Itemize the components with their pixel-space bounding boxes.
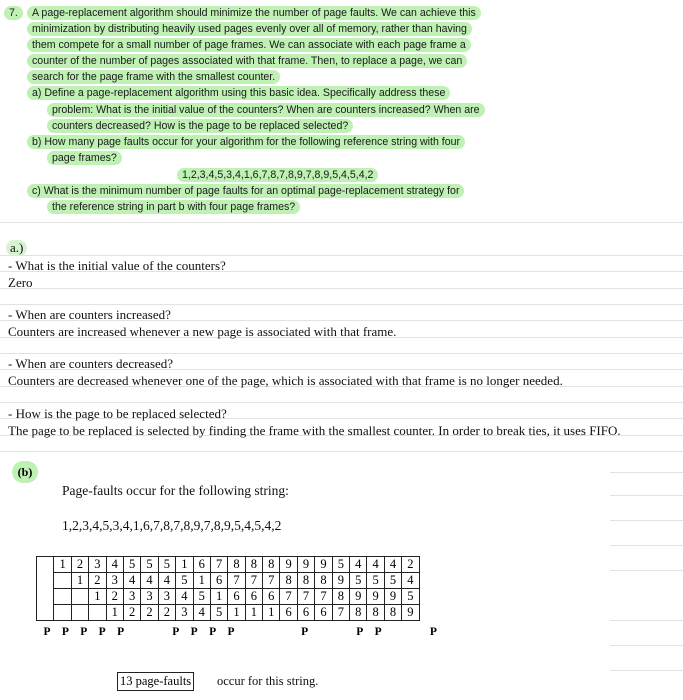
frame-cell: 8 [280, 573, 297, 589]
answer-a-label: a.) [6, 240, 27, 256]
frame-cell: 7 [263, 573, 280, 589]
page-fault-result-text: occur for this string. [217, 674, 319, 688]
frame-cell: 7 [210, 557, 227, 573]
reference-string: 1,2,3,4,5,3,4,1,6,7,8,7,8,9,7,8,9,5,4,5,4,2 [177, 168, 378, 182]
fault-mark: P [172, 626, 180, 638]
frame-cell: 1 [176, 557, 193, 573]
question-intro-line: them compete for a small number of page frames. We can associate with each page frame a [27, 38, 471, 52]
answer-a-answer: The page to be replaced is selected by finding the frame with the smallest counter. In order to break ties, it uses FIFO. [8, 423, 621, 438]
fault-mark: P [80, 626, 88, 638]
frame-cell: 3 [123, 589, 140, 605]
frame-cell [54, 605, 71, 621]
frame-cell: 1 [245, 605, 262, 621]
fault-mark: P [98, 626, 106, 638]
frame-cell: 3 [176, 605, 193, 621]
part-a-line: counters decreased? How is the page to be replaced selected? [47, 119, 353, 133]
frame-cell: 2 [141, 605, 158, 621]
answer-a-question: - How is the page to be replaced selected? [8, 406, 227, 421]
frame-cell: 8 [384, 605, 401, 621]
frame-cell: 1 [54, 557, 71, 573]
frame-cell [54, 573, 71, 589]
frame-cell: 3 [158, 589, 175, 605]
frame-cell: 6 [280, 605, 297, 621]
frame-cell: 2 [89, 573, 106, 589]
frame-row [37, 557, 420, 573]
fault-mark: P [301, 626, 309, 638]
answer-a-answer: Zero [8, 275, 33, 290]
frame-cell: 9 [332, 573, 349, 589]
fault-mark: P [117, 626, 125, 638]
frame-cell: 9 [350, 589, 367, 605]
frame-cell [54, 589, 71, 605]
frame-cell: 7 [297, 589, 314, 605]
frame-cell: 7 [245, 573, 262, 589]
frame-cell: 8 [297, 573, 314, 589]
answer-a-question: - When are counters decreased? [8, 356, 174, 371]
frame-cell [37, 605, 54, 621]
page-frame-table [36, 556, 420, 621]
frame-cell: 3 [106, 573, 123, 589]
answer-b-string: 1,2,3,4,5,3,4,1,6,7,8,7,8,9,7,8,9,5,4,5,4,2 [62, 518, 282, 533]
frame-cell: 8 [263, 557, 280, 573]
frame-cell: 5 [384, 573, 401, 589]
frame-cell: 9 [297, 557, 314, 573]
answer-a-answer: Counters are increased whenever a new page is associated with that frame. [8, 324, 397, 339]
frame-cell: 5 [402, 589, 419, 605]
part-b-line: page frames? [47, 151, 122, 165]
frame-cell: 7 [332, 605, 349, 621]
frame-cell: 4 [106, 557, 123, 573]
frame-cell: 9 [402, 605, 419, 621]
frame-cell: 8 [315, 573, 332, 589]
frame-cell: 1 [71, 573, 88, 589]
part-b-line: b) How many page faults occur for your algorithm for the following reference string with four [27, 135, 465, 149]
frame-cell: 2 [158, 605, 175, 621]
frame-cell: 8 [245, 557, 262, 573]
answer-a-answer: Counters are decreased whenever one of the page, which is associated with that frame is no longer needed. [8, 373, 563, 388]
question-number: 7. [4, 6, 23, 20]
part-c-line: the reference string in part b with four page frames? [47, 200, 300, 214]
frame-cell: 6 [210, 573, 227, 589]
fault-mark: P [374, 626, 382, 638]
frame-cell: 2 [123, 605, 140, 621]
part-c-line: c) What is the minimum number of page faults for an optimal page-replacement strategy for [27, 184, 464, 198]
question-intro-line: minimization by distributing heavily used pages evenly over all of memory, rather than having [27, 22, 472, 36]
fault-mark: P [429, 626, 437, 638]
frame-cell: 4 [123, 573, 140, 589]
frame-cell: 2 [71, 557, 88, 573]
frame-cell [89, 605, 106, 621]
frame-cell: 4 [193, 605, 210, 621]
frame-cell: 5 [367, 573, 384, 589]
frame-cell: 6 [315, 605, 332, 621]
frame-cell: 8 [332, 589, 349, 605]
answer-a-question: - What is the initial value of the counters? [8, 258, 226, 273]
frame-cell: 5 [141, 557, 158, 573]
frame-cell: 8 [367, 605, 384, 621]
frame-cell: 6 [245, 589, 262, 605]
answer-b-label: (b) [12, 461, 38, 483]
question-intro-line: counter of the number of pages associated with that frame. Then, to replace a page, we can [27, 54, 467, 68]
frame-cell: 6 [193, 557, 210, 573]
answer-b-heading: Page-faults occur for the following string: [62, 483, 289, 498]
frame-cell: 4 [402, 573, 419, 589]
frame-cell: 6 [228, 589, 245, 605]
frame-cell: 7 [280, 589, 297, 605]
fault-mark: P [43, 626, 51, 638]
frame-cell [71, 589, 88, 605]
frame-cell: 8 [350, 605, 367, 621]
frame-cell: 1 [106, 605, 123, 621]
frame-cell: 9 [280, 557, 297, 573]
frame-cell: 2 [402, 557, 419, 573]
frame-row [37, 605, 420, 621]
fault-mark: P [209, 626, 217, 638]
part-a-line: a) Define a page-replacement algorithm using this basic idea. Specifically address these [27, 86, 450, 100]
frame-cell: 4 [158, 573, 175, 589]
frame-cell: 6 [263, 589, 280, 605]
frame-cell: 4 [367, 557, 384, 573]
frame-cell: 5 [176, 573, 193, 589]
frame-cell: 5 [123, 557, 140, 573]
frame-cell [71, 605, 88, 621]
fault-mark: P [61, 626, 69, 638]
frame-cell: 4 [141, 573, 158, 589]
question-intro-line: search for the page frame with the smallest counter. [27, 70, 280, 84]
part-a-line: problem: What is the initial value of the counters? When are counters increased? When are [47, 103, 485, 117]
answer-a-question: - When are counters increased? [8, 307, 171, 322]
page-fault-count-box: 13 page-faults [117, 672, 194, 691]
question-intro-line: A page-replacement algorithm should minimize the number of page faults. We can achieve this [27, 6, 481, 20]
frame-cell: 9 [367, 589, 384, 605]
frame-cell: 4 [384, 557, 401, 573]
frame-cell: 8 [228, 557, 245, 573]
frame-cell: 1 [263, 605, 280, 621]
frame-cell: 4 [350, 557, 367, 573]
frame-cell [37, 557, 54, 573]
frame-cell: 7 [228, 573, 245, 589]
frame-cell: 5 [193, 589, 210, 605]
frame-cell: 1 [228, 605, 245, 621]
fault-mark: P [190, 626, 198, 638]
frame-cell: 4 [176, 589, 193, 605]
frame-cell: 6 [297, 605, 314, 621]
frame-cell: 5 [210, 605, 227, 621]
frame-cell: 5 [158, 557, 175, 573]
frame-row [37, 589, 420, 605]
frame-cell: 3 [141, 589, 158, 605]
fault-mark: P [356, 626, 364, 638]
frame-cell: 5 [350, 573, 367, 589]
frame-cell: 1 [89, 589, 106, 605]
frame-cell [37, 573, 54, 589]
frame-cell: 2 [106, 589, 123, 605]
frame-cell: 5 [332, 557, 349, 573]
frame-cell: 1 [210, 589, 227, 605]
frame-cell: 9 [315, 557, 332, 573]
frame-cell: 1 [193, 573, 210, 589]
frame-row [37, 573, 420, 589]
fault-mark: P [227, 626, 235, 638]
frame-cell: 7 [315, 589, 332, 605]
frame-cell: 9 [384, 589, 401, 605]
frame-cell: 3 [89, 557, 106, 573]
frame-cell [37, 589, 54, 605]
